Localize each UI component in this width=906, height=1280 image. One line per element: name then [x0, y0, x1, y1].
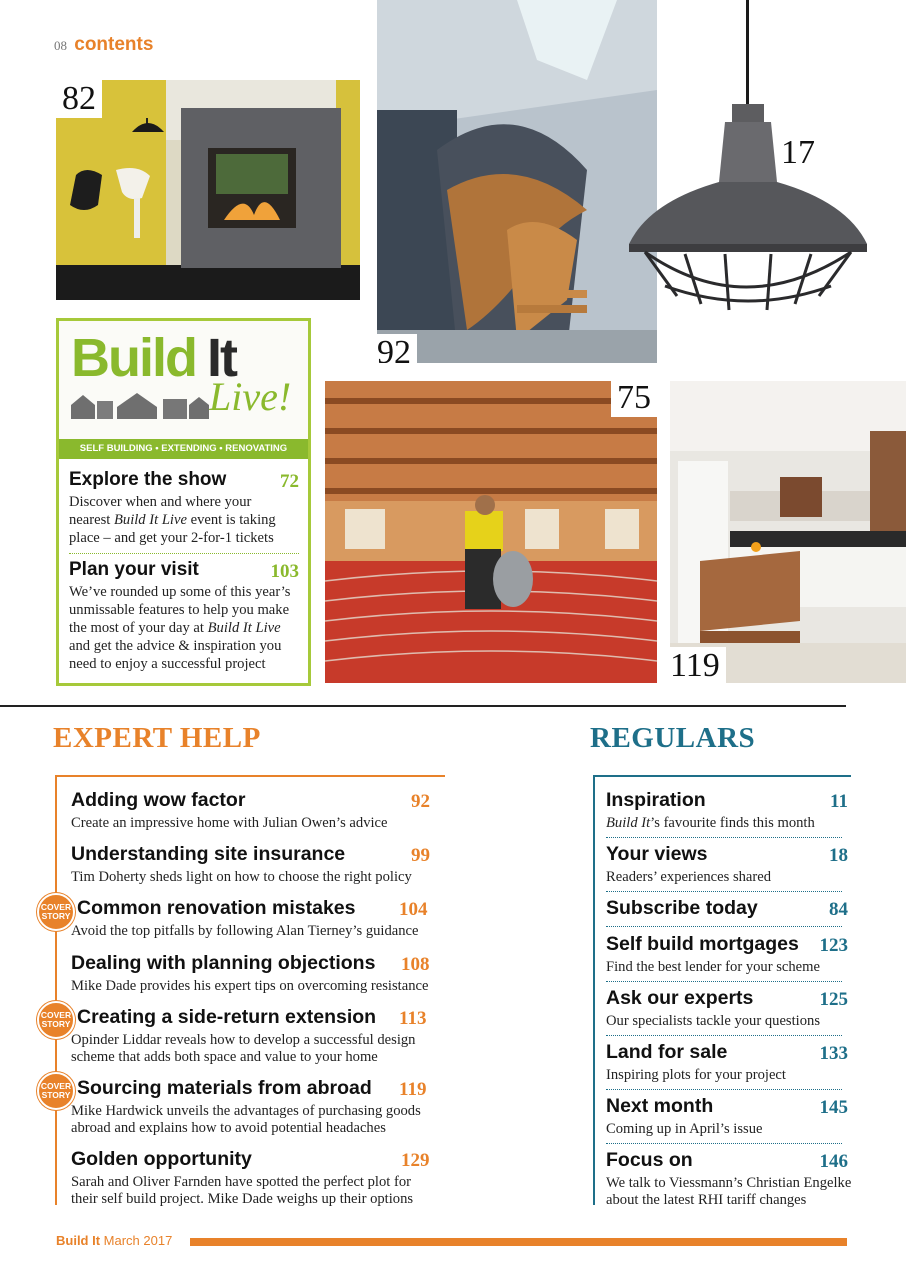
expert-item-title: Creating a side-return extension [77, 1006, 377, 1028]
expert-item-desc: Create an impressive home with Julian Owen’s advice [71, 815, 388, 831]
regular-item-page: 84 [829, 899, 848, 920]
regular-item-page: 11 [830, 791, 848, 812]
regulars-divider [606, 981, 842, 982]
section-label: contents [74, 34, 154, 55]
regulars-divider [606, 891, 842, 892]
expert-help-rule [57, 775, 445, 777]
regulars-divider [606, 926, 842, 927]
footer-brand: Build It [56, 1233, 101, 1248]
regular-item[interactable] [606, 933, 848, 976]
photo-staircase[interactable] [377, 0, 657, 363]
photo-page-number: 82 [56, 80, 102, 118]
regular-item-desc: Coming up in April’s issue [606, 1121, 763, 1137]
photo-fireplace[interactable] [56, 80, 360, 300]
regular-item-title: Your views [606, 843, 708, 865]
regular-item-title: Next month [606, 1095, 714, 1117]
bil-item-desc: Discover when and where your nearest Build It Live event is taking place – and get your 2-for-1 tickets [69, 494, 276, 546]
expert-item[interactable] [71, 1148, 491, 1208]
expert-item-title: Dealing with planning objections [71, 952, 376, 974]
regular-item[interactable] [606, 1149, 852, 1209]
expert-item-page: 129 [401, 1150, 430, 1171]
expert-item[interactable] [71, 952, 491, 995]
regular-item-title: Focus on [606, 1149, 693, 1171]
expert-item-desc: Mike Hardwick unveils the advantages of purchasing goods abroad and explains how to avoid potential headaches [71, 1103, 421, 1136]
regular-item-title: Land for sale [606, 1041, 728, 1063]
regular-item-page: 125 [819, 989, 848, 1010]
page-header [54, 34, 153, 56]
footer-bar [190, 1238, 847, 1246]
expert-item-desc: Avoid the top pitfalls by following Alan Tierney’s guidance [71, 923, 419, 939]
section-divider [0, 705, 846, 707]
expert-item-title: Golden opportunity [71, 1148, 252, 1170]
regular-item-title: Ask our experts [606, 987, 754, 1009]
bil-item-desc: We’ve rounded up some of this year’s unmissable features to help you make the most of your day at Build It Live and get the advice & inspiration you need to enjoy a successful project [69, 584, 291, 672]
expert-item[interactable] [71, 843, 491, 886]
regular-item-page: 18 [829, 845, 848, 866]
photo-page-number: 92 [377, 334, 417, 363]
regular-item[interactable] [606, 843, 848, 886]
regular-item-desc: We talk to Viessmann’s Christian Engelke about the latest RHI tariff changes [606, 1175, 852, 1208]
regular-item[interactable] [606, 987, 848, 1030]
expert-help-list [40, 775, 445, 1207]
regulars-divider [606, 1089, 842, 1090]
regulars-divider [606, 837, 842, 838]
build-it-live-logo: Build It Live! [59, 321, 308, 439]
photo-page-number: 75 [611, 381, 657, 417]
expert-item[interactable] [71, 897, 497, 940]
expert-item-desc: Opinder Liddar reveals how to develop a successful design scheme that adds both space and value to your home [71, 1032, 416, 1065]
regular-item-desc: Readers’ experiences shared [606, 869, 772, 885]
expert-help-heading: EXPERT HELP [53, 722, 261, 754]
page-footer [56, 1233, 172, 1248]
photo-underfloor-heating[interactable] [325, 381, 657, 683]
regular-item-title: Subscribe today [606, 897, 758, 919]
cover-story-badge: COVER STORY [37, 1001, 75, 1039]
regular-item-page: 123 [819, 935, 848, 956]
regular-item-page: 146 [819, 1151, 848, 1172]
photo-lamp[interactable] [625, 0, 875, 320]
photo-page-number: 119 [670, 647, 726, 683]
footer-issue: March 2017 [103, 1233, 173, 1248]
bil-divider [69, 553, 299, 554]
expert-item-title: Sourcing materials from abroad [77, 1077, 372, 1099]
regular-item[interactable] [606, 789, 848, 832]
regular-item-desc: Find the best lender for your scheme [606, 959, 820, 975]
bil-item-explore[interactable] [69, 469, 299, 547]
build-it-live-panel [56, 318, 311, 686]
page-number: 08 [54, 38, 67, 53]
bil-item-page: 103 [270, 561, 299, 582]
regulars-heading: REGULARS [590, 722, 756, 754]
bil-item-page: 72 [280, 471, 299, 492]
photo-page-number: 17 [781, 134, 815, 171]
expert-item-page: 119 [399, 1079, 427, 1100]
bil-item-plan[interactable] [69, 559, 299, 673]
expert-item-desc: Mike Dade provides his expert tips on overcoming resistance [71, 978, 429, 994]
regular-item[interactable] [606, 1041, 848, 1084]
regular-item-page: 133 [819, 1043, 848, 1064]
regulars-rule [595, 775, 851, 777]
expert-item-title: Understanding site insurance [71, 843, 346, 865]
regular-item[interactable] [606, 1095, 848, 1138]
regulars-divider [606, 1035, 842, 1036]
expert-item[interactable] [71, 1006, 497, 1066]
expert-item[interactable] [71, 1077, 497, 1137]
regular-item-page: 145 [819, 1097, 848, 1118]
expert-item-desc: Sarah and Oliver Farnden have spotted the perfect plot for their self build project. Mike Dade weighs up their options [71, 1174, 414, 1207]
expert-item-title: Adding wow factor [71, 789, 246, 811]
expert-item-page: 104 [399, 899, 428, 920]
expert-item-page: 99 [411, 845, 430, 866]
regular-item-desc: Inspiring plots for your project [606, 1067, 786, 1083]
expert-item-desc: Tim Doherty sheds light on how to choose the right policy [71, 869, 412, 885]
regular-item-desc: Our specialists tackle your questions [606, 1013, 820, 1029]
houses-icon [69, 391, 209, 421]
photo-kitchen[interactable] [670, 381, 906, 683]
bil-item-title: Explore the show [69, 469, 227, 490]
expert-item-title: Common renovation mistakes [77, 897, 356, 919]
cover-story-badge: COVER STORY [37, 1072, 75, 1110]
regular-item-title: Inspiration [606, 789, 706, 811]
regular-item-title: Self build mortgages [606, 933, 799, 955]
regulars-divider [606, 1143, 842, 1144]
build-it-live-tagline: SELF BUILDING • EXTENDING • RENOVATING [59, 439, 308, 459]
regulars-list [593, 775, 852, 1208]
regular-item-desc: Build It’s favourite finds this month [606, 815, 815, 831]
bil-item-title: Plan your visit [69, 559, 199, 580]
expert-item-page: 92 [411, 791, 430, 812]
regular-item[interactable] [606, 897, 848, 920]
expert-item[interactable] [71, 789, 491, 832]
expert-item-page: 108 [401, 954, 430, 975]
cover-story-badge: COVER STORY [37, 893, 75, 931]
expert-item-page: 113 [399, 1008, 427, 1029]
